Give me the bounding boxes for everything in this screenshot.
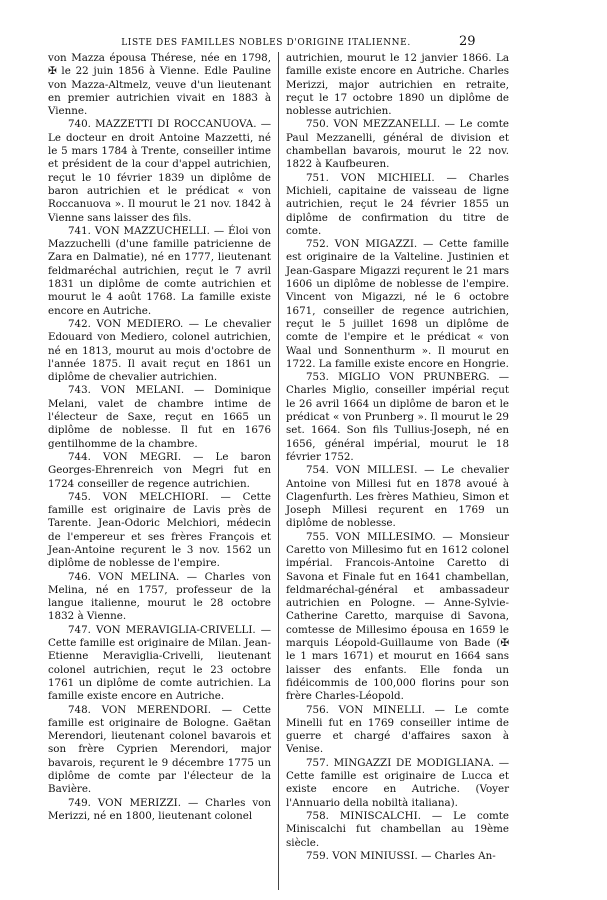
entry-744: 744. VON MEGRI. — Le baron Georges-Ehrenreich von Megri fut en 1724 conseiller de regence autrichien. (48, 450, 271, 490)
entry-758: 758. MINISCALCHI. — Le comte Miniscalchi fut chambellan au 19ème siècle. (286, 809, 509, 849)
entry-753: 753. MIGLIO VON PRUNBERG. — Charles Miglio, conseiller impérial reçut le 26 avril 1664 un diplôme de baron et le prédicat « von Prunberg ». Il mourut le 29 set. 1664. Son fils Tullius-Joseph, né en 1656, général impérial, mourut le 18 février 1752. (286, 371, 509, 463)
paragraph: autrichien, mourut le 12 janvier 1866. La famille existe encore en Autriche. Charles Merizzi, major autrichien en retraite, reçut le 17 octobre 1890 un diplôme de noblesse autrichien. (286, 52, 509, 118)
column-divider (278, 52, 279, 890)
entry-749: 749. VON MERIZZI. — Charles von Merizzi, né en 1800, lieutenant colonel (48, 796, 271, 822)
entry-740: 740. MAZZETTI DI ROCCANUOVA. — Le docteur en droit Antoine Mazzetti, né le 5 mars 1784 à Trente, conseiller intime et président de la cour d'appel autrichien, reçut le 10 février 1839 un diplôme de baron autrichien et le prédicat « von Roccanuova ». Il mourut le 21 nov. 1842 à Vienne sans laisser des fils. (48, 118, 271, 224)
right-column (286, 52, 509, 863)
page-number: 29 (459, 34, 476, 49)
entry-754: 754. VON MILLESI. — Le chevalier Antoine von Millesi fut en 1878 avoué à Clagenfurth. Les frères Mathieu, Simon et Joseph Millesi reçurent en 1769 un diplôme de noblesse. (286, 464, 509, 530)
entry-748: 748. VON MERENDORI. — Cette famille est originaire de Bologne. Gaëtan Merendori, lieutenant colonel bavarois et son frère Cyprien Merendori, major bavarois, reçurent le 9 décembre 1775 un diplôme de comte par l'électeur de la Bavière. (48, 703, 271, 796)
entry-759: 759. VON MINIUSSI. — Charles An- (306, 849, 496, 862)
entry-752: 752. VON MIGAZZI. — Cette famille est originaire de la Valteline. Justinien et Jean-Gaspare Migazzi reçurent le 21 mars 1606 un diplôme de noblesse de l'empire. Vincent von Migazzi, né le 6 octobre 1671, conseiller de regence autrichien, reçut le 5 juillet 1698 un diplôme de comte de l'empire et le prédicat « von Waal und Sonnenthurm ». Il mourut en 1722. La famille existe encore en Hongrie. (286, 238, 509, 370)
running-header: LISTE DES FAMILLES NOBLES D'ORIGINE ITALIENNE. (121, 38, 411, 48)
entry-755: 755. VON MILLESIMO. — Monsieur Caretto von Millesimo fut en 1612 colonel impérial. Francois-Antoine Caretto di Savona et Finale fut en 1641 chambellan, feldmaréchal-général et ambassadeur autrichien en Pologne. — Anne-Sylvie-Catherine Caretto, marquise di Savona, comtesse de Millesimo épousa en 1659 le marquis Léopold-Guillaume von Bade (✠ le 1 mars 1671) et mourut en 1664 sans laisser des enfants. Elle fonda un fidéicommis de 100,000 florins pour son frère Charles-Léopold. (286, 530, 509, 703)
entry-742: 742. VON MEDIERO. — Le chevalier Edouard von Mediero, colonel autrichien, né en 1813, mourut au mois d'octobre de l'année 1875. Il avait reçut en 1861 un diplôme de chevalier autrichien. (48, 317, 271, 384)
left-column (48, 52, 271, 823)
entry-747: 747. VON MERAVIGLIA-CRIVELLI. — Cette famille est originaire de Milan. Jean-Etienne Meraviglia-Crivelli, lieutenant colonel autrichien, reçut le 23 octobre 1761 un diplôme de comte autrichien. La famille existe encore en Autriche. (48, 623, 271, 703)
entry-745: 745. VON MELCHIORI. — Cette famille est originaire de Lavis près de Tarente. Jean-Odoric Melchiori, médecin de l'empereur et ses frères François et Jean-Antoine reçurent le 3 nov. 1562 un diplôme de noblesse de l'empire. (48, 490, 271, 570)
entry-741: 741. VON MAZZUCHELLI. — Éloi von Mazzuchelli (d'une famille patricienne de Zara en Dalmatie), né en 1777, lieutenant feldmaréchal autrichien, reçut le 7 avril 1831 un diplôme de comte autrichien et mourut le 4 août 1768. La famille existe encore en Autriche. (48, 224, 271, 317)
entry-750: 750. VON MEZZANELLI. — Le comte Paul Mezzanelli, général de division et chambellan bavarois, mourut le 22 nov. 1822 à Kaufbeuren. (286, 118, 509, 171)
paragraph: von Mazza épousa Thérese, née en 1798, ✠ le 22 juin 1856 à Vienne. Edle Pauline von Mazza-Altmelz, veuve d'un lieutenant en premier autrichien vivait en 1883 à Vienne. (48, 52, 271, 118)
entry-743: 743. VON MELANI. — Dominique Melani, valet de chambre intime de l'électeur de Saxe, reçut en 1665 un diplôme de noblesse. Il fut en 1676 gentilhomme de la chambre. (48, 384, 271, 450)
entry-746: 746. VON MELINA. — Charles von Melina, né en 1757, professeur de la langue italienne, mourut le 28 octobre 1832 à Vienne. (48, 570, 271, 623)
entry-751: 751. VON MICHIELI. — Charles Michieli, capitaine de vaisseau de ligne autrichien, reçut le 24 février 1855 un diplôme de confirmation du titre de comte. (286, 171, 509, 237)
entry-757: 757. MINGAZZI DE MODIGLIANA. — Cette famille est originaire de Lucca et existe encore en Autriche. (Voyer l'Annuario della nobiltà italiana). (286, 756, 509, 809)
entry-756: 756. VON MINELLI. — Le comte Minelli fut en 1769 conseiller intime de guerre et chargé d'affaires saxon à Venise. (286, 703, 509, 756)
